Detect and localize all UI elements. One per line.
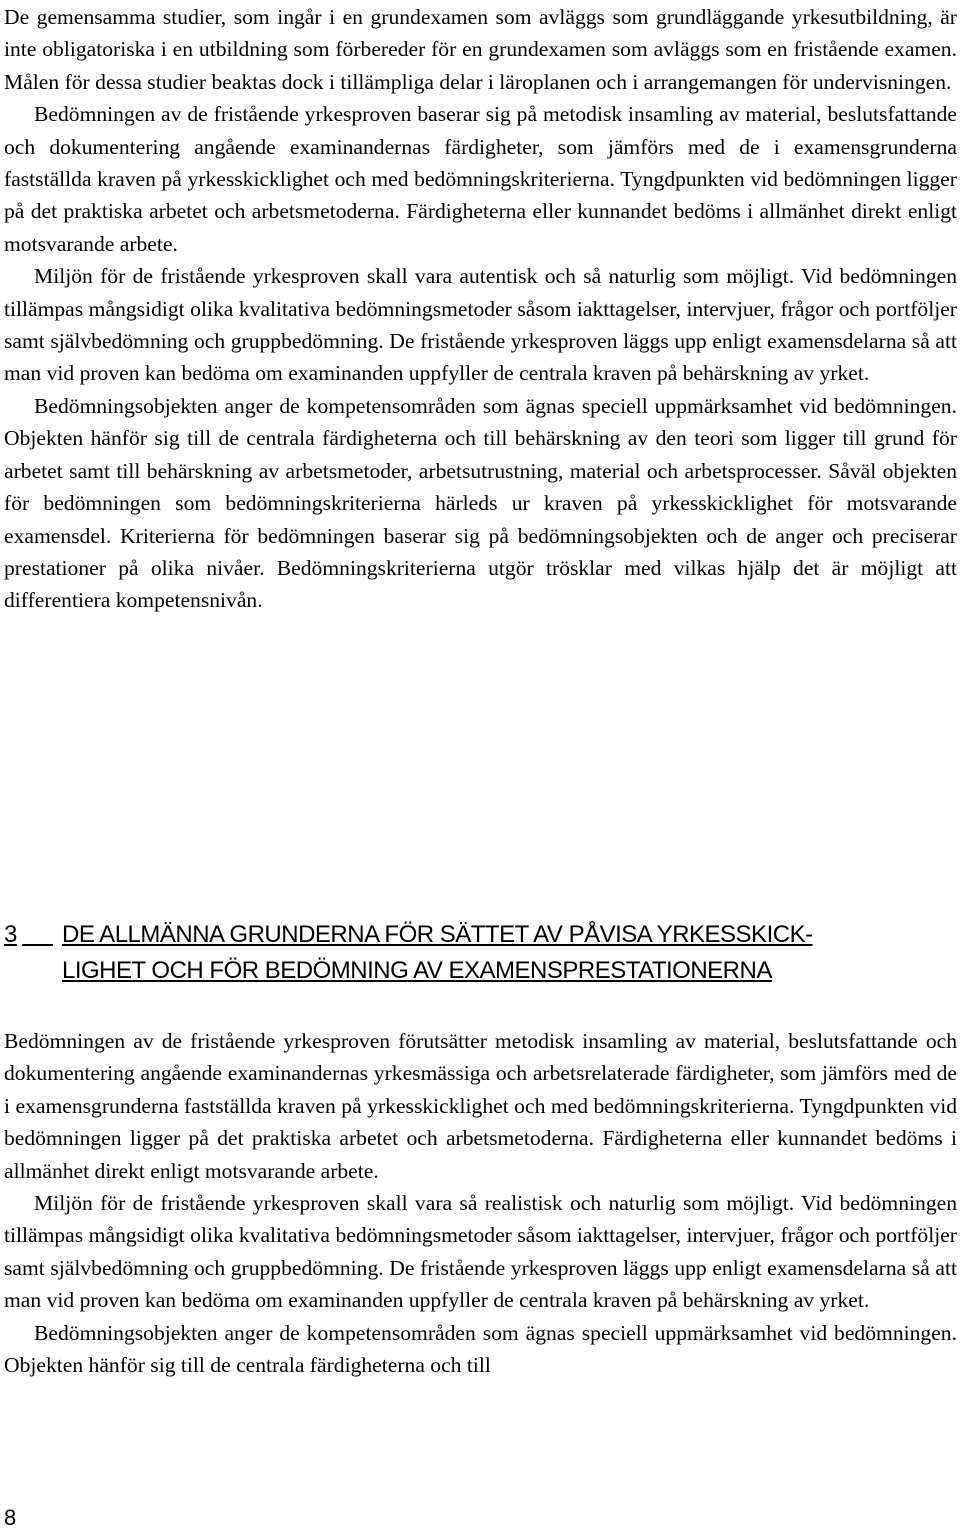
- paragraph: Bedömningen av de fristående yrkesproven baserar sig på metodisk insamling av material, beslutsfattande och dokumentering angående examinandernas färdigheter, som jämförs med de i examensgrunderna fastställda kraven på yrkesskicklighet och med bedömningskriterierna. Tyngdpunkten vid bedömningen ligger på det praktiska arbetet och arbetsmetoderna. Färdigheterna eller kunnandet bedöms i allmänhet direkt enligt motsvarande arbete.: [4, 102, 957, 256]
- heading-underline-gap: [22, 917, 62, 953]
- heading-line-2: LIGHET OCH FÖR BEDÖMNING AV EXAMENSPRESTATIONERNA: [62, 957, 772, 984]
- top-text-section: [4, 1, 957, 617]
- paragraph: Miljön för de fristående yrkesproven skall vara så realistisk och naturlig som möjligt. Vid bedömningen tillämpas mångsidigt olika kvalitativa bedömningsmetoder såsom iakttagelser, intervjuer, frågor och portföljer samt självbedömning och gruppbedömning. De fristående yrkesproven läggs upp enligt examensdelarna så att man vid proven kan bedöma om examinanden uppfyller de centrala kraven på behärskning av yrket.: [4, 1191, 957, 1313]
- page-number: 8: [4, 1505, 17, 1530]
- bottom-text-section: [4, 1025, 957, 1381]
- paragraph: Bedömningsobjekten anger de kompetensområden som ägnas speciell uppmärksamhet vid bedömningen. Objekten hänför sig till de centrala färdigheterna och till: [4, 1320, 957, 1378]
- section-number: 3: [4, 921, 17, 948]
- paragraph: Bedömningsobjekten anger de kompetensområden som ägnas speciell uppmärksamhet vid bedömningen. Objekten hänför sig till de centrala färdigheterna och till behärskning av den teori som ligger till grund för arbetet samt till behärskning av arbetsmetoder, arbetsutrustning, material och arbetsprocesser. Såväl objekten för bedömningen som bedömningskriterierna härleds ur kraven på yrkesskicklighet för motsvarande examensdel. Kriterierna för bedömningen baserar sig på bedömningsobjekten och de anger och preciserar prestationer på olika nivåer. Bedömningskriterierna utgör trösklar med vilkas hjälp det är möjligt att differentiera kompetensnivån.: [4, 393, 957, 613]
- paragraph: Miljön för de fristående yrkesproven skall vara autentisk och så naturlig som möjligt. Vid bedömningen tillämpas mångsidigt olika kvalitativa bedömningsmetoder såsom iakttagelser, intervjuer, frågor och portföljer samt självbedömning och gruppbedömning. De fristående yrkesproven läggs upp enligt examensdelarna så att man vid proven kan bedöma om examinanden uppfyller de centrala kraven på behärskning av yrket.: [4, 264, 957, 386]
- paragraph: Bedömningen av de fristående yrkesproven förutsätter metodisk insamling av material, beslutsfattande och dokumentering angående examinandernas yrkesmässiga och arbetsrelaterade färdigheter, som jämförs med de i examensgrunderna fastställda kraven på yrkesskicklighet och med bedömningskriterierna. Tyngdpunkten vid bedömningen ligger på det praktiska arbetet och arbetsmetoderna. Färdigheterna eller kunnandet bedöms i allmänhet direkt enligt motsvarande arbete.: [4, 1029, 957, 1183]
- paragraph: De gemensamma studier, som ingår i en grundexamen som avläggs som grundläggande yrkesutbildning, är inte obligatoriska i en utbildning som förbereder för en grundexamen som avläggs som en fristående examen. Målen för dessa studier beaktas dock i tillämpliga delar i läroplanen och i arrangemangen för undervisningen.: [4, 5, 957, 94]
- heading-line-1: DE ALLMÄNNA GRUNDERNA FÖR SÄTTET AV PÅVISA YRKESSKICK-: [62, 921, 813, 948]
